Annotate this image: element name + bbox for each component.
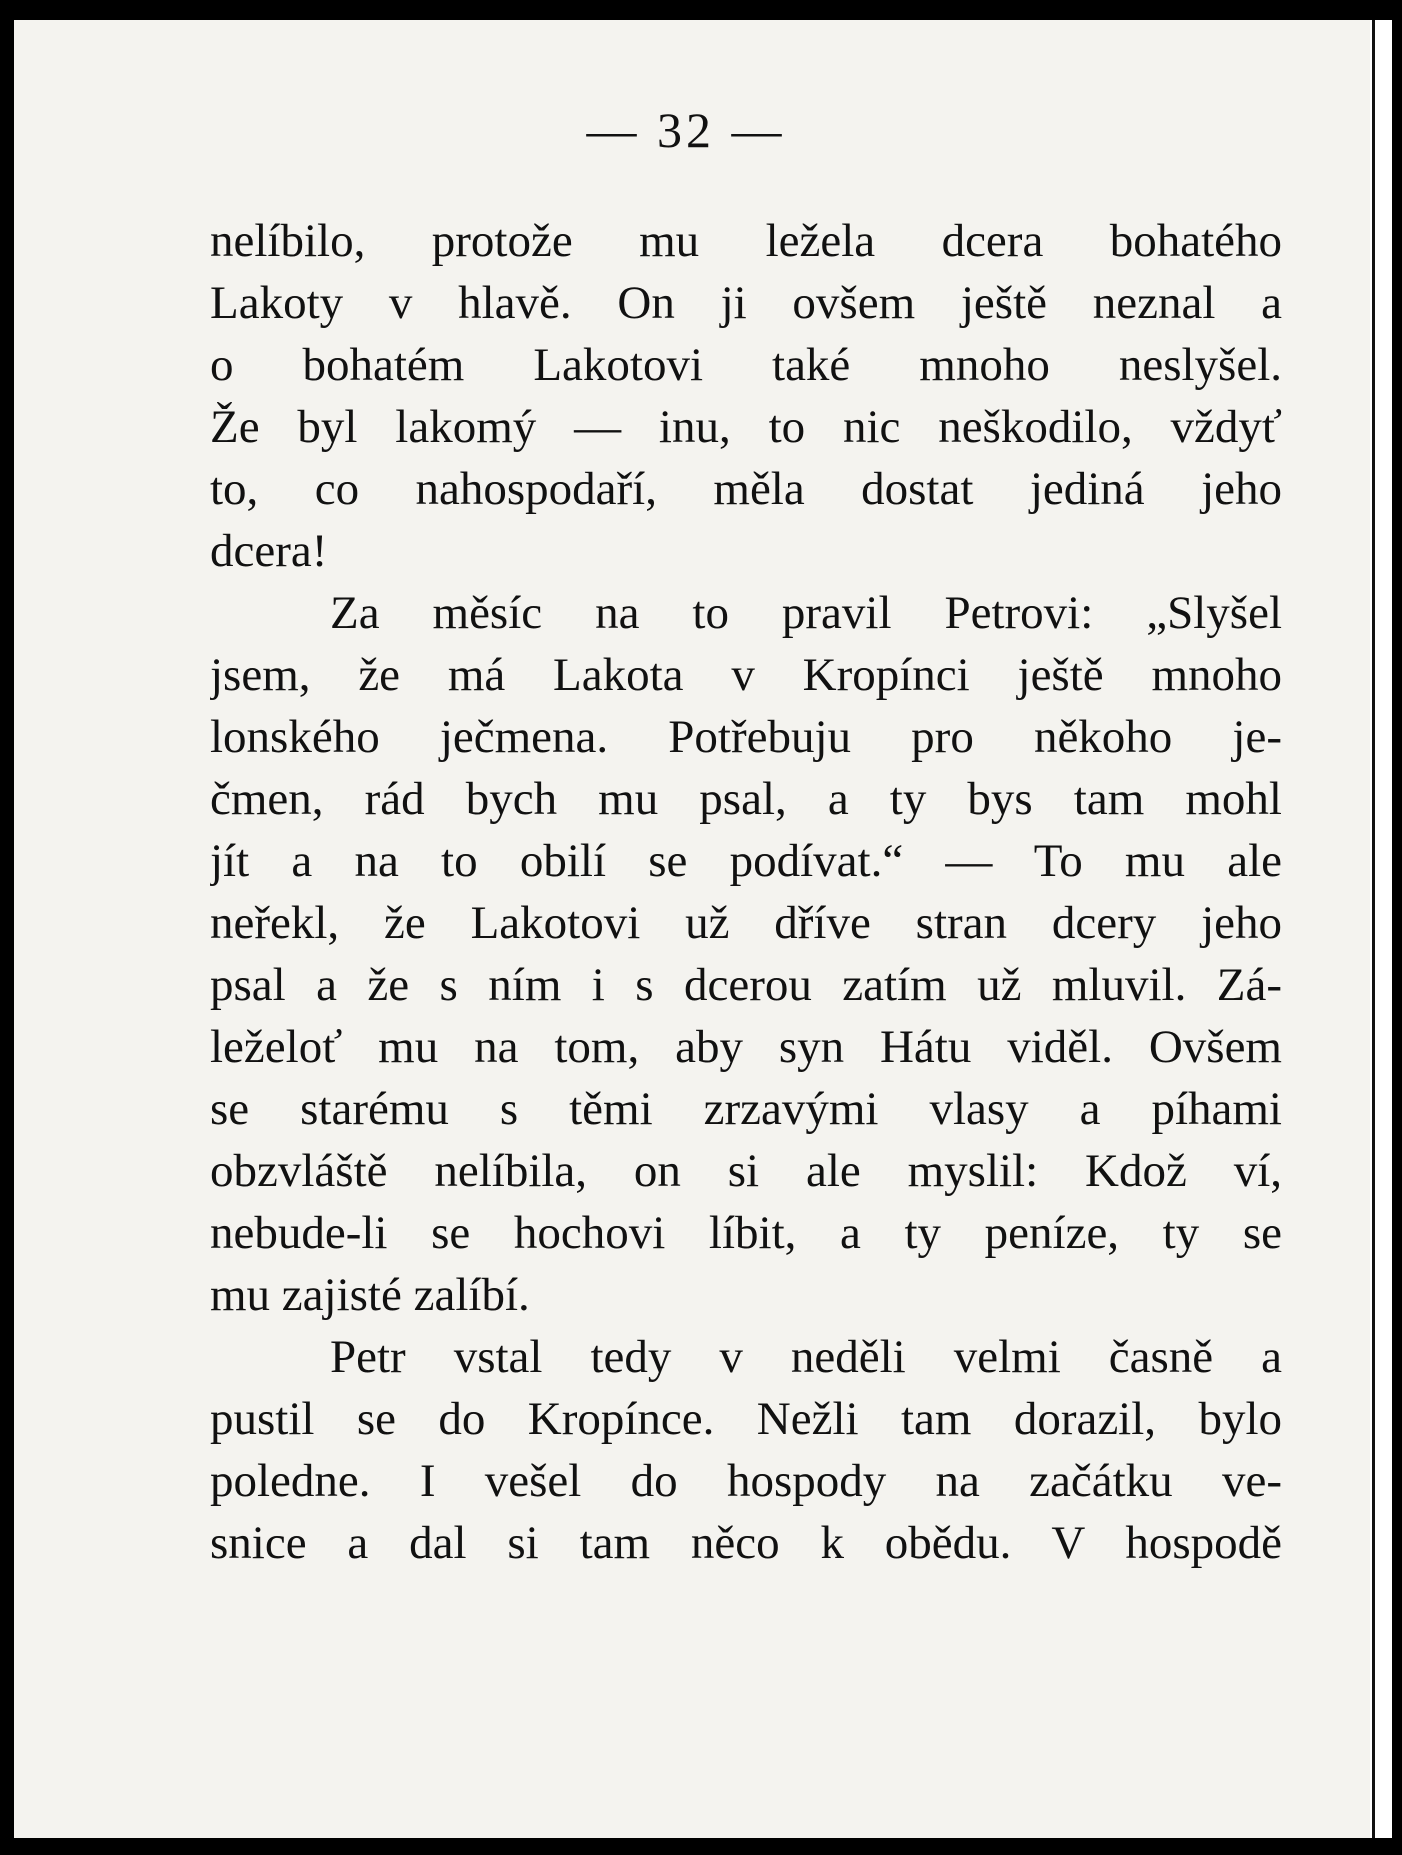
text-line: jít a na to obilí se podívat.“ — To mu ale bbox=[210, 835, 1282, 887]
text-line: obzvláště nelíbila, on si ale myslil: Kdož ví, bbox=[210, 1145, 1282, 1197]
text-line: neřekl, že Lakotovi už dříve stran dcery jeho bbox=[210, 897, 1282, 949]
body-text bbox=[210, 210, 1282, 1574]
page-number: — 32 — bbox=[586, 102, 786, 158]
text-line: mu zajisté zalíbí. bbox=[210, 1269, 530, 1321]
text-line: lonského ječmena. Potřebuju pro někoho je- bbox=[210, 711, 1282, 763]
text-line: snice a dal si tam něco k obědu. V hospodě bbox=[210, 1517, 1282, 1569]
text-line: se starému s těmi zrzavými vlasy a píhami bbox=[210, 1083, 1282, 1135]
text-line: nelíbilo, protože mu ležela dcera bohatého bbox=[210, 215, 1282, 267]
text-line: pustil se do Kropínce. Nežli tam dorazil, bylo bbox=[210, 1393, 1282, 1445]
text-line: dcera! bbox=[210, 525, 328, 577]
text-line: čmen, rád bych mu psal, a ty bys tam mohl bbox=[210, 773, 1282, 825]
text-line: o bohatém Lakotovi také mnoho neslyšel. bbox=[210, 339, 1282, 391]
text-line: poledne. I vešel do hospody na začátku ve- bbox=[210, 1455, 1282, 1507]
text-line: nebude-li se hochovi líbit, a ty peníze, ty se bbox=[210, 1207, 1282, 1259]
text-line: to, co nahospodaří, měla dostat jediná jeho bbox=[210, 463, 1282, 515]
text-line: Lakoty v hlavě. On ji ovšem ještě neznal a bbox=[210, 277, 1282, 329]
text-line: leželoť mu na tom, aby syn Hátu viděl. Ovšem bbox=[210, 1021, 1282, 1073]
text-line: psal a že s ním i s dcerou zatím už mluvil. Zá- bbox=[210, 959, 1282, 1011]
text-line: jsem, že má Lakota v Kropínci ještě mnoho bbox=[210, 649, 1282, 701]
page-edge-line bbox=[1372, 20, 1375, 1838]
paragraph-start: Petr vstal tedy v neděli velmi časně a bbox=[330, 1331, 1282, 1383]
text-line: Že byl lakomý — inu, to nic neškodilo, vždyť bbox=[210, 401, 1282, 453]
paragraph-start: Za měsíc na to pravil Petrovi: „Slyšel bbox=[330, 587, 1282, 639]
